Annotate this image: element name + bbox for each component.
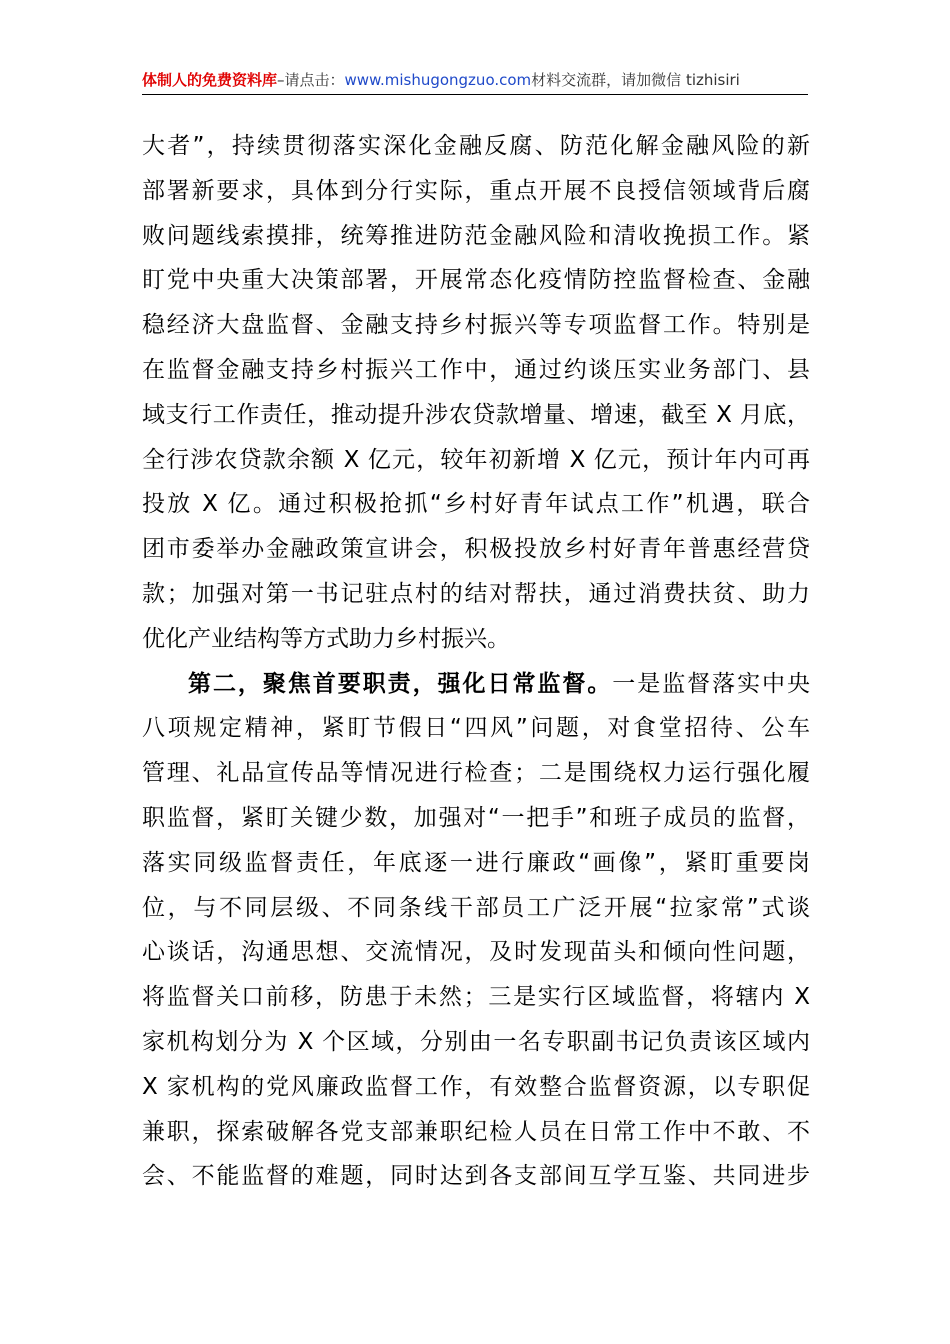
text-line: 全行涉农贷款余额 X 亿元，较年初新增 X 亿元，预计年内可再 — [142, 446, 810, 473]
text-line: 团市委举办金融政策宣讲会，积极投放乡村好青年普惠经营贷 — [142, 536, 810, 563]
paragraph-1 — [142, 124, 810, 662]
text-line: 管理、礼品宣传品等情况进行检查；二是围绕权力运行强化履 — [142, 760, 810, 787]
text-line: 会、不能监督的难题，同时达到各支部间互学互鉴、共同进步 — [142, 1163, 810, 1190]
text-line: 盯党中央重大决策部署，开展常态化疫情防控监督检查、金融 — [142, 267, 810, 294]
text-line: 败问题线索摸排，统筹推进防范金融风险和清收挽损工作。紧 — [142, 222, 810, 249]
text-line: 将监督关口前移，防患于未然；三是实行区域监督，将辖内 X — [142, 984, 810, 1011]
text-line: 款；加强对第一书记驻点村的结对帮扶，通过消费扶贫、助力 — [142, 580, 810, 607]
text-line-rest: 一是监督落实中央 — [612, 670, 810, 697]
text-line: 兼职，探索破解各党支部兼职纪检人员在日常工作中不敢、不 — [142, 1118, 810, 1145]
section-heading: 第二，聚焦首要职责，强化日常监督。 — [188, 670, 613, 697]
document-body — [142, 124, 810, 1199]
text-line: 大者”，持续贯彻落实深化金融反腐、防范化解金融风险的新 — [142, 133, 810, 159]
text-line — [142, 662, 810, 707]
text-line: 落实同级监督责任，年底逐一进行廉政“画像”，紧盯重要岗 — [142, 849, 810, 876]
text-line: 投放 X 亿。通过积极抢抓“乡村好青年试点工作”机遇，联合 — [142, 491, 810, 518]
text-line: 心谈话，沟通思想、交流情况，及时发现苗头和倾向性问题， — [142, 939, 810, 966]
text-line: 稳经济大盘监督、金融支持乡村振兴等专项监督工作。特别是 — [142, 312, 810, 339]
paragraph-2 — [142, 662, 810, 1200]
header-brand: 体制人的免费资料库 — [142, 71, 278, 89]
text-line: 职监督，紧盯关键少数，加强对“一把手”和班子成员的监督， — [142, 804, 810, 831]
text-line: 优化产业结构等方式助力乡村振兴。 — [142, 625, 510, 652]
header-note: 材料交流群，请加微信 tizhisiri — [531, 71, 740, 89]
text-line: 部署新要求，具体到分行实际，重点开展不良授信领域背后腐 — [142, 177, 810, 204]
text-line: X 家机构的党风廉政监督工作，有效整合监督资源，以专职促 — [142, 1073, 810, 1100]
text-line: 在监督金融支持乡村振兴工作中，通过约谈压实业务部门、县 — [142, 356, 810, 383]
text-line: 域支行工作责任，推动提升涉农贷款增量、增速，截至 X 月底， — [142, 401, 810, 428]
header-prompt: –请点击： — [277, 71, 345, 89]
text-line: 家机构划分为 X 个区域，分别由一名专职副书记负责该区域内 — [142, 1028, 810, 1055]
text-line: 位，与不同层级、不同条线干部员工广泛开展“拉家常”式谈 — [142, 894, 810, 921]
header-link[interactable]: www.mishugongzuo.com — [344, 71, 532, 89]
page-header — [142, 66, 808, 95]
text-line: 八项规定精神，紧盯节假日“四风”问题，对食堂招待、公车 — [142, 715, 810, 742]
